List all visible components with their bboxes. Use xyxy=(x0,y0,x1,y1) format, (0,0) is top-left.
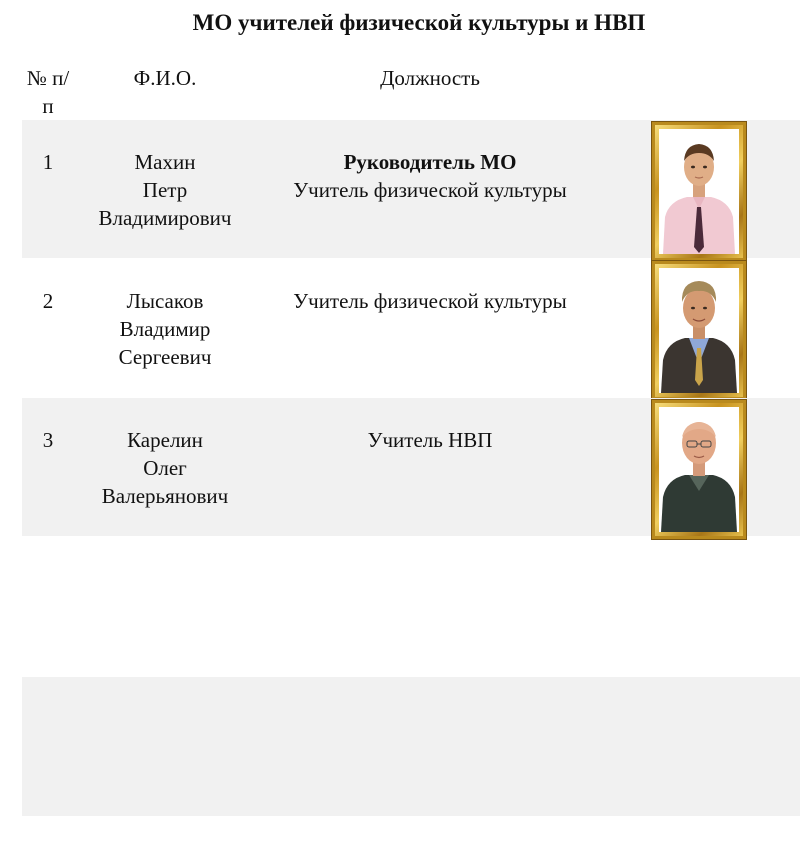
row-number: 1 xyxy=(42,150,54,174)
teacher-name xyxy=(90,426,240,510)
teacher-position xyxy=(260,287,600,315)
role-title: Руководитель МО xyxy=(343,150,517,174)
surname: Лысаков xyxy=(126,289,204,313)
teacher-photo xyxy=(659,407,739,532)
table-row-empty xyxy=(22,537,800,676)
table-row-empty xyxy=(22,677,800,816)
column-header-number: № п/п xyxy=(26,66,70,118)
patronymic: Сергеевич xyxy=(118,345,212,369)
table-row xyxy=(22,259,800,397)
column-header-position: Должность xyxy=(380,66,480,90)
row-number: 3 xyxy=(42,428,54,452)
teacher-name xyxy=(90,148,240,232)
patronymic: Валерьянович xyxy=(101,484,229,508)
table-row xyxy=(22,120,800,258)
teacher-photo-frame xyxy=(652,261,746,400)
surname: Махин xyxy=(134,150,196,174)
first-name: Олег xyxy=(143,456,187,480)
teacher-photo-frame xyxy=(652,400,746,539)
position-title: Учитель физической культуры xyxy=(293,178,567,202)
teacher-name xyxy=(90,287,240,371)
teacher-photo-frame xyxy=(652,122,746,261)
surname: Карелин xyxy=(127,428,203,452)
position-title: Учитель физической культуры xyxy=(293,289,567,313)
page-title: МО учителей физической культуры и НВП xyxy=(192,10,646,35)
teacher-position xyxy=(260,148,600,204)
first-name: Владимир xyxy=(119,317,211,341)
table-row xyxy=(22,398,800,536)
patronymic: Владимирович xyxy=(98,206,232,230)
first-name: Петр xyxy=(142,178,188,202)
teacher-photo xyxy=(659,129,739,254)
row-number: 2 xyxy=(42,289,54,313)
position-title: Учитель НВП xyxy=(367,428,493,452)
column-header-name: Ф.И.О. xyxy=(133,66,197,90)
teacher-position xyxy=(260,426,600,454)
teacher-photo xyxy=(659,268,739,393)
